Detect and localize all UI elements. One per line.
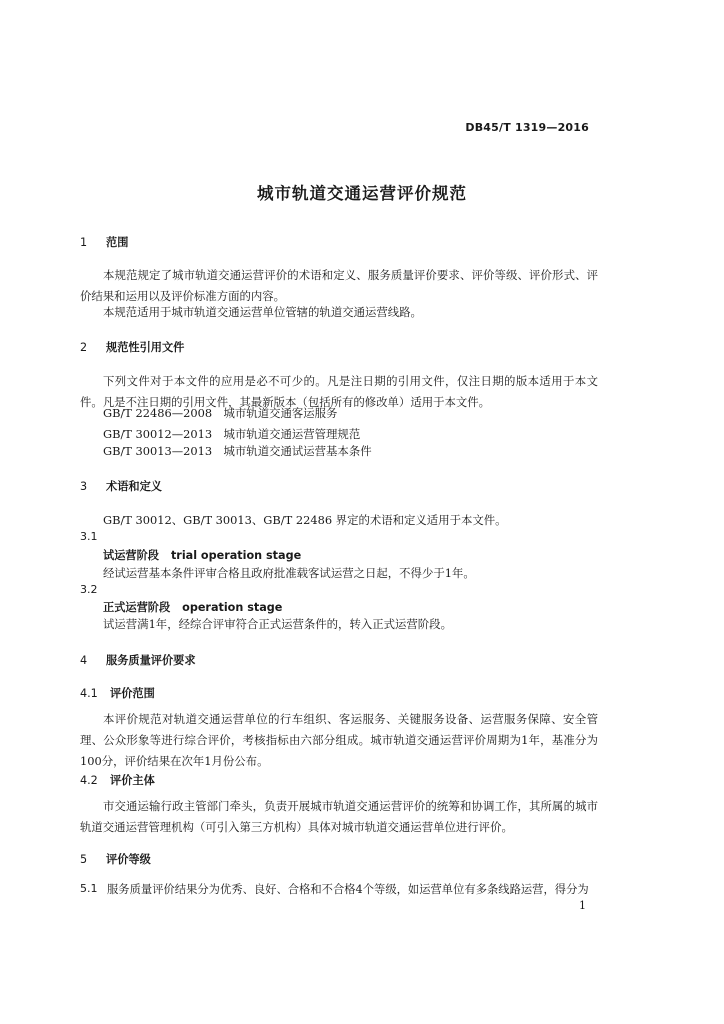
reference-item: GB/T 30012—2013 城市轨道交通运营管理规范: [103, 427, 361, 441]
reference-item: GB/T 22486—2008 城市轨道交通客运服务: [103, 406, 338, 420]
section-3-paragraph-1: GB/T 30012、GB/T 30013、GB/T 22486 界定的术语和定义适用于本文件。: [103, 513, 507, 527]
section-1-paragraph-1: 本规范规定了城市轨道交通运营评价的术语和定义、服务质量评价要求、评价等级、评价形式、评价结果和运用以及评价标准方面的内容。: [80, 268, 598, 303]
section-title: 评价等级: [106, 853, 151, 866]
section-4-2-heading: [80, 772, 155, 788]
section-4-heading: [80, 652, 196, 668]
clause-5-1-text: 服务质量评价结果分为优秀、良好、合格和不合格4个等级，如运营单位有多条线路运营，得分为: [107, 883, 589, 896]
term-chinese: 正式运营阶段: [103, 601, 171, 614]
standard-code: DB45/T 1319—2016: [465, 121, 589, 134]
term-definition: 试运营满1年，经综合评审符合正式运营条件的，转入正式运营阶段。: [103, 617, 452, 631]
term-number: 3.1: [80, 530, 98, 543]
document-title: 城市轨道交通运营评价规范: [257, 184, 467, 203]
section-number: 4: [80, 654, 88, 667]
section-title: 规范性引用文件: [106, 341, 185, 354]
section-number: 5: [80, 853, 88, 866]
page-number: 1: [579, 899, 586, 912]
term-definition: 经试运营基本条件评审合格且政府批准载客试运营之日起，不得少于1年。: [103, 566, 475, 580]
section-number: 4.1: [80, 687, 98, 700]
section-1-paragraph-2: 本规范适用于城市轨道交通运营单位管辖的轨道交通运营线路。: [103, 305, 422, 319]
section-4-1-heading: [80, 685, 155, 701]
term-number: 3.2: [80, 583, 98, 596]
section-title: 范围: [106, 236, 129, 249]
section-2-heading: [80, 339, 184, 355]
section-number: 2: [80, 341, 88, 354]
reference-item: GB/T 30013—2013 城市轨道交通试运营基本条件: [103, 444, 372, 458]
section-title: 评价范围: [110, 687, 155, 700]
section-4-2-paragraph: 市交通运输行政主管部门牵头，负责开展城市轨道交通运营评价的统筹和协调工作，其所属的城市轨道交通运营管理机构（可引入第三方机构）具体对城市轨道交通运营单位进行评价。: [80, 799, 598, 834]
section-title: 评价主体: [110, 774, 155, 787]
section-title: 服务质量评价要求: [106, 654, 196, 667]
section-title: 术语和定义: [106, 480, 162, 493]
section-5-heading: [80, 851, 151, 867]
clause-number: 5.1: [80, 882, 98, 895]
section-4-1-paragraph: 本评价规范对轨道交通运营单位的行车组织、客运服务、关键服务设备、运营服务保障、安全管理、公众形象等进行综合评价，考核指标由六部分组成。城市轨道交通运营评价周期为1年，基准分为100分，评价结果在次年1月份公布。: [80, 712, 598, 768]
term-title: [103, 547, 301, 563]
section-2-paragraph-1: 下列文件对于本文件的应用是必不可少的。凡是注日期的引用文件，仅注日期的版本适用于本文件。凡是不注日期的引用文件，其最新版本（包括所有的修改单）适用于本文件。: [80, 374, 598, 409]
section-number: 4.2: [80, 774, 98, 787]
term-english: operation stage: [182, 601, 283, 614]
section-number: 1: [80, 236, 88, 249]
section-number: 3: [80, 480, 88, 493]
term-english: trial operation stage: [170, 549, 302, 562]
term-chinese: 试运营阶段: [103, 549, 159, 562]
section-3-heading: [80, 478, 162, 494]
term-title: [103, 599, 282, 615]
section-1-heading: [80, 234, 128, 250]
